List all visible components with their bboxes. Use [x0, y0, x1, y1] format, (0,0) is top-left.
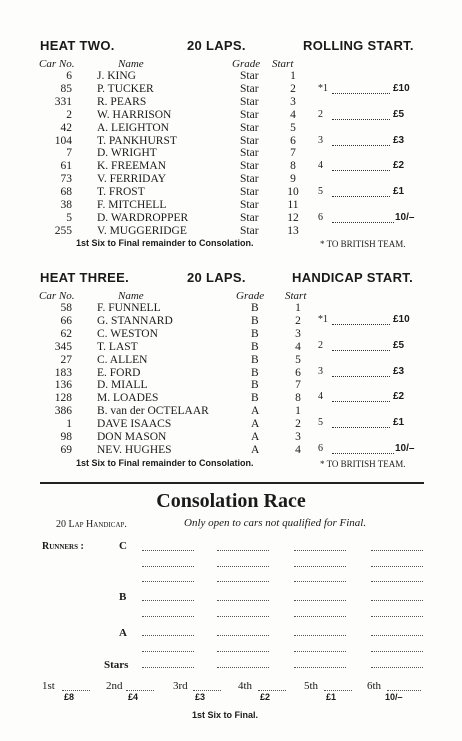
runner-entry-line [217, 581, 269, 582]
driver-name: D. WARDROPPER [97, 211, 189, 224]
prize-leader [332, 119, 390, 120]
consolation-open-note: Only open to cars not qualified for Final. [184, 517, 367, 529]
start-position: 6 [295, 366, 301, 379]
heat3-col-car: Car No. [39, 290, 75, 302]
driver-name: NEV. HUGHES [97, 443, 172, 456]
start-position: 7 [290, 147, 296, 160]
driver-name: V. FERRIDAY [97, 173, 167, 186]
car-number: 255 [54, 224, 72, 237]
place-label: 1st [42, 680, 55, 692]
driver-name: DON MASON [97, 431, 167, 443]
car-number: 5 [66, 211, 72, 224]
car-number: 136 [54, 379, 72, 392]
heat3-footer: 1st Six to Final remainder to Consolation. [76, 458, 254, 468]
prize-amount: £10 [393, 83, 410, 94]
runner-entry-line [294, 651, 346, 652]
place-line [126, 690, 154, 691]
start-position: 1 [290, 70, 296, 82]
start-position: 8 [290, 160, 296, 173]
driver-name: A. LEIGHTON [97, 121, 169, 134]
grade-a-label: A [119, 627, 127, 639]
driver-grade: B [251, 327, 259, 340]
prize-leader [332, 324, 390, 325]
start-position: 5 [290, 121, 296, 134]
heat3-col-grade: Grade [236, 290, 265, 302]
heat2-laps: 20 LAPS. [187, 38, 246, 53]
start-position: 6 [290, 134, 296, 147]
place-line [258, 690, 286, 691]
prize-amount: £3 [393, 365, 405, 377]
driver-name: R. PEARS [97, 95, 147, 108]
driver-name: D. MIALL [97, 379, 148, 392]
place-label: 3rd [173, 680, 188, 692]
place-prize: 10/– [385, 692, 403, 702]
start-position: 5 [295, 353, 301, 366]
place-line [387, 690, 421, 691]
driver-grade: B [251, 314, 259, 327]
driver-name: K. FREEMAN [97, 160, 167, 173]
prize-position: 5 [318, 417, 323, 429]
consolation-title: Consolation Race [156, 490, 306, 512]
start-position: 7 [295, 379, 301, 392]
car-number: 331 [54, 95, 72, 108]
prize-amount: £10 [393, 314, 410, 325]
heat2-col-start: Start [272, 58, 294, 70]
start-position: 8 [295, 392, 301, 405]
runners-label: Runners : [42, 541, 84, 552]
prize-position: 2 [318, 108, 323, 120]
driver-grade: Star [240, 147, 259, 160]
place-label: 6th [367, 680, 382, 692]
prize-position: 4 [318, 391, 323, 403]
heat3-start-type: HANDICAP START. [292, 270, 414, 285]
runner-entry-line [217, 651, 269, 652]
prize-leader [332, 222, 394, 223]
grade-b-label: B [119, 591, 127, 603]
runner-entry-line [371, 600, 423, 601]
driver-name: J. KING [97, 70, 136, 82]
consolation-footer: 1st Six to Final. [192, 710, 259, 720]
driver-name: E. FORD [97, 366, 141, 379]
prize-position: *1 [318, 83, 328, 94]
consolation-handicap: 20 Lap Handicap. [56, 519, 127, 530]
start-position: 10 [287, 186, 299, 199]
prize-leader [332, 376, 390, 377]
prize-position: 5 [318, 186, 323, 198]
driver-name: DAVE ISAACS [97, 418, 172, 431]
driver-name: T. LAST [97, 340, 138, 353]
prize-position: 6 [318, 443, 323, 454]
start-position: 2 [295, 418, 301, 431]
start-position: 9 [290, 173, 296, 186]
driver-grade: A [251, 418, 260, 431]
prize-amount: £5 [393, 108, 405, 120]
car-number: 6 [66, 70, 72, 82]
heat3-col-start: Start [285, 290, 307, 302]
start-position: 2 [295, 314, 301, 327]
runner-entry-line [217, 635, 269, 636]
prize-leader [332, 145, 390, 146]
heat2-footer: 1st Six to Final remainder to Consolation. [76, 238, 254, 248]
heat2-col-car: Car No. [39, 58, 75, 70]
runner-entry-line [142, 550, 194, 551]
driver-name: P. TUCKER [97, 82, 154, 95]
runner-entry-line [142, 651, 194, 652]
runner-entry-line [142, 635, 194, 636]
runner-entry-line [294, 667, 346, 668]
driver-grade: A [251, 431, 260, 443]
prize-position: 2 [318, 339, 323, 351]
car-number: 7 [66, 147, 72, 160]
runner-entry-line [294, 616, 346, 617]
driver-name: T. FROST [97, 186, 145, 199]
grade-c-label: C [119, 540, 127, 552]
runner-entry-line [217, 667, 269, 668]
car-number: 38 [60, 199, 72, 211]
runner-entry-line [142, 667, 194, 668]
car-number: 68 [60, 186, 72, 199]
car-number: 1 [66, 418, 72, 431]
car-number: 104 [54, 134, 72, 147]
prize-leader [332, 350, 390, 351]
car-number: 98 [60, 431, 72, 443]
car-number: 58 [60, 302, 72, 314]
driver-name: W. HARRISON [97, 108, 172, 121]
start-position: 2 [290, 82, 296, 95]
car-number: 128 [54, 392, 72, 405]
grade-stars-label: Stars [104, 659, 129, 671]
driver-grade: B [251, 340, 259, 353]
heat2-col-name: Name [118, 58, 144, 70]
car-number: 66 [60, 314, 72, 327]
driver-grade: Star [240, 70, 259, 82]
runner-entry-line [217, 566, 269, 567]
driver-grade: Star [240, 95, 259, 108]
heat2-title: HEAT TWO. [40, 38, 115, 53]
prize-position: 3 [318, 365, 323, 377]
car-number: 2 [66, 108, 72, 121]
runner-entry-line [217, 616, 269, 617]
driver-grade: A [251, 405, 260, 418]
place-label: 2nd [106, 680, 123, 692]
driver-grade: B [251, 392, 259, 405]
prize-leader [332, 453, 394, 454]
driver-grade: Star [240, 211, 259, 224]
driver-grade: Star [240, 121, 259, 134]
driver-name: B. van der OCTELAAR [97, 405, 209, 418]
runner-entry-line [142, 600, 194, 601]
runner-entry-line [371, 566, 423, 567]
driver-grade: Star [240, 160, 259, 173]
start-position: 4 [295, 443, 301, 456]
driver-name: C. ALLEN [97, 353, 148, 366]
driver-name: G. STANNARD [97, 314, 173, 327]
driver-grade: Star [240, 186, 259, 199]
start-position: 4 [295, 340, 301, 353]
car-number: 183 [54, 366, 72, 379]
car-number: 73 [60, 173, 72, 186]
heat2-note: * TO BRITISH TEAM. [320, 239, 406, 249]
driver-name: F. MITCHELL [97, 199, 167, 211]
driver-grade: B [251, 366, 259, 379]
start-position: 1 [295, 405, 301, 418]
runner-entry-line [371, 635, 423, 636]
driver-name: V. MUGGERIDGE [97, 224, 187, 237]
car-number: 386 [54, 405, 72, 418]
runner-entry-line [294, 566, 346, 567]
start-position: 3 [295, 327, 301, 340]
car-number: 27 [60, 353, 72, 366]
start-position: 4 [290, 108, 296, 121]
heat3-note: * TO BRITISH TEAM. [320, 459, 406, 469]
prize-amount: £1 [393, 186, 405, 198]
prize-leader [332, 196, 390, 197]
driver-grade: Star [240, 224, 259, 237]
prize-position: 3 [318, 134, 323, 146]
prize-amount: £2 [393, 160, 405, 172]
runner-entry-line [371, 550, 423, 551]
driver-name: T. PANKHURST [97, 134, 177, 147]
driver-grade: Star [240, 82, 259, 95]
driver-grade: Star [240, 173, 259, 186]
prize-position: *1 [318, 314, 328, 325]
prize-leader [332, 93, 390, 94]
heat3-laps: 20 LAPS. [187, 270, 246, 285]
driver-grade: B [251, 353, 259, 366]
driver-grade: B [251, 302, 259, 314]
runner-entry-line [294, 581, 346, 582]
driver-name: D. WRIGHT [97, 147, 157, 160]
runner-entry-line [371, 651, 423, 652]
prize-position: 4 [318, 160, 323, 172]
place-line [193, 690, 221, 691]
place-prize: £4 [128, 692, 139, 702]
prize-position: 6 [318, 212, 323, 223]
car-number: 345 [54, 340, 72, 353]
start-position: 12 [287, 211, 299, 224]
car-number: 42 [60, 121, 72, 134]
place-label: 5th [304, 680, 319, 692]
prize-amount: £2 [393, 391, 405, 403]
car-number: 85 [60, 82, 72, 95]
start-position: 3 [295, 431, 301, 443]
car-number: 69 [60, 443, 72, 456]
runner-entry-line [294, 635, 346, 636]
runner-entry-line [371, 616, 423, 617]
runner-entry-line [294, 600, 346, 601]
runner-entry-line [371, 581, 423, 582]
place-prize: £8 [64, 692, 75, 702]
runner-entry-line [217, 600, 269, 601]
start-position: 13 [287, 224, 299, 237]
runner-entry-line [217, 550, 269, 551]
place-line [324, 690, 352, 691]
heat3-title: HEAT THREE. [40, 270, 130, 285]
runner-entry-line [142, 581, 194, 582]
runner-entry-line [371, 667, 423, 668]
runner-entry-line [142, 566, 194, 567]
driver-name: M. LOADES [97, 392, 159, 405]
place-label: 4th [238, 680, 253, 692]
driver-grade: A [251, 443, 260, 456]
place-prize: £3 [195, 692, 206, 702]
prize-leader [332, 170, 390, 171]
driver-grade: Star [240, 134, 259, 147]
place-prize: £1 [326, 692, 337, 702]
place-line [62, 690, 90, 691]
start-position: 3 [290, 95, 296, 108]
start-position: 11 [287, 199, 299, 211]
heat2-start-type: ROLLING START. [303, 38, 414, 53]
car-number: 61 [60, 160, 72, 173]
driver-name: F. FUNNELL [97, 302, 161, 314]
runner-entry-line [294, 550, 346, 551]
runner-entry-line [142, 616, 194, 617]
heat3-col-name: Name [118, 290, 144, 302]
prize-leader [332, 401, 390, 402]
section-divider [40, 482, 424, 484]
driver-grade: B [251, 379, 259, 392]
prize-amount: 10/– [395, 443, 415, 454]
driver-name: C. WESTON [97, 327, 158, 340]
driver-grade: Star [240, 108, 259, 121]
prize-leader [332, 427, 390, 428]
prize-amount: 10/– [395, 212, 415, 223]
car-number: 62 [60, 327, 72, 340]
prize-amount: £3 [393, 134, 405, 146]
place-prize: £2 [260, 692, 271, 702]
prize-amount: £1 [393, 417, 405, 429]
driver-grade: Star [240, 199, 259, 211]
prize-amount: £5 [393, 339, 405, 351]
heat2-col-grade: Grade [232, 58, 261, 70]
start-position: 1 [295, 302, 301, 314]
